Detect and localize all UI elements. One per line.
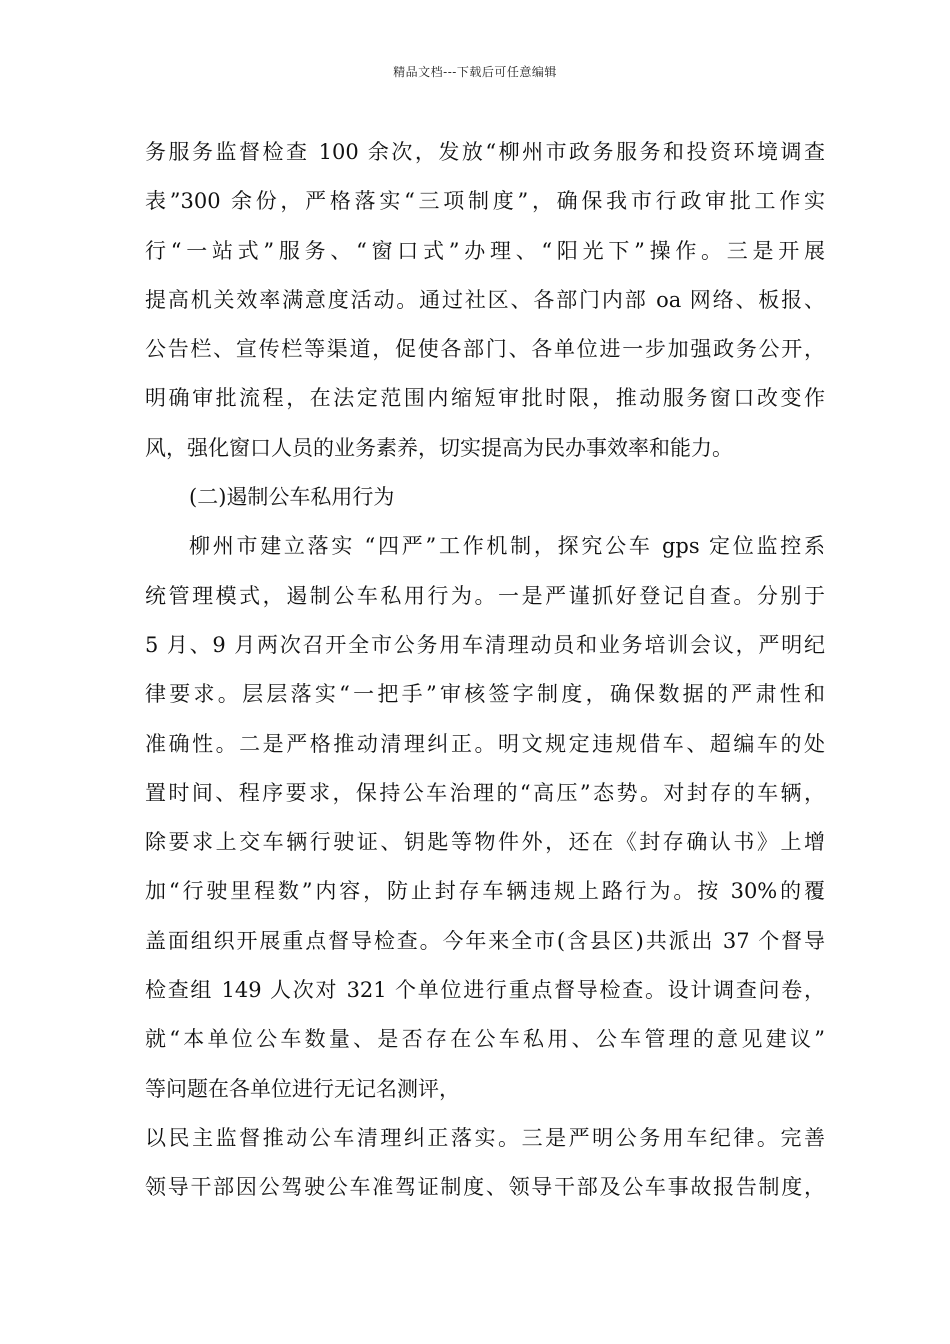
paragraph-line: 检查组 149 人次对 321 个单位进行重点督导检查。设计调查问卷， — [145, 978, 825, 1003]
paragraph-line: 统管理模式，遏制公车私用行为。一是严谨抓好登记自查。分别于 — [145, 583, 825, 608]
paragraph-line: 领导干部因公驾驶公车准驾证制度、领导干部及公车事故报告制度， — [145, 1175, 825, 1200]
paragraph-line: 提高机关效率满意度活动。通过社区、各部门内部 oa 网络、板报、 — [145, 287, 825, 312]
paragraph-line: 5 月、9 月两次召开全市公务用车清理动员和业务培训会议，严明纪 — [145, 632, 825, 657]
paragraph-line: 除要求上交车辆行驶证、钥匙等物件外，还在《封存确认书》上增 — [145, 830, 825, 855]
page-header: 精品文档---下载后可任意编辑 — [393, 65, 557, 79]
paragraph-line: 明确审批流程，在法定范围内缩短审批时限，推动服务窗口改变作 — [145, 386, 825, 411]
paragraph-line: 置时间、程序要求，保持公车治理的“高压”态势。对封存的车辆， — [145, 780, 825, 805]
paragraph-line: 加“行驶里程数”内容，防止封存车辆违规上路行为。按 30%的覆 — [145, 879, 825, 904]
paragraph-line: 公告栏、宣传栏等渠道，促使各部门、各单位进一步加强政务公开， — [145, 337, 825, 362]
paragraph-line: 行“一站式”服务、“窗口式”办理、“阳光下”操作。三是开展 — [145, 238, 825, 263]
paragraph-line: 以民主监督推动公车清理纠正落实。三是严明公务用车纪律。完善 — [145, 1125, 825, 1150]
paragraph-line: 律要求。层层落实“一把手”审核签字制度，确保数据的严肃性和 — [145, 682, 825, 707]
paragraph-line: 等问题在各单位进行无记名测评， — [145, 1076, 460, 1101]
paragraph-line: 务服务监督检查 100 余次，发放“柳州市政务服务和投资环境调查 — [145, 140, 825, 164]
body-text — [145, 128, 825, 1213]
paragraph-line: 盖面组织开展重点督导检查。今年来全市(含县区)共派出 37 个督导 — [145, 928, 825, 953]
paragraph-line: 表”300 余份，严格落实“三项制度”，确保我市行政审批工作实 — [145, 189, 825, 214]
section-heading: (二)遏制公车私用行为 — [189, 485, 395, 510]
paragraph-line: 风，强化窗口人员的业务素养，切实提高为民办事效率和能力。 — [145, 435, 733, 460]
paragraph-line: 柳州市建立落实 “四严”工作机制，探究公车 gps 定位监控系 — [189, 534, 825, 559]
paragraph-line: 准确性。二是严格推动清理纠正。明文规定违规借车、超编车的处 — [145, 731, 825, 756]
paragraph-line: 就“本单位公车数量、是否存在公车私用、公车管理的意见建议” — [145, 1027, 825, 1052]
